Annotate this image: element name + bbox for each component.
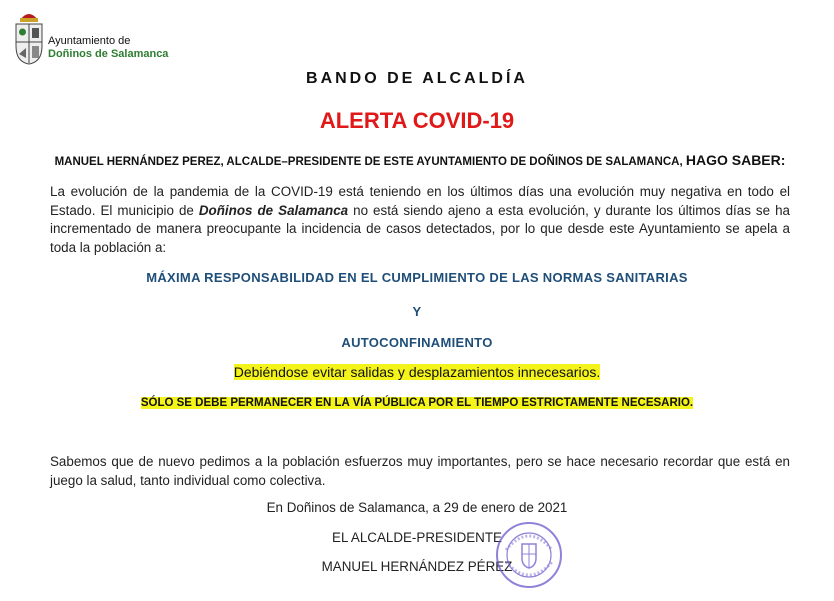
avoid-travel-text: Debiéndose evitar salidas y desplazamientos innecesarios.: [233, 364, 601, 380]
avoid-travel-line: [0, 364, 834, 380]
public-road-text: SÓLO SE DEBE PERMANECER EN LA VÍA PÚBLICA POR EL TIEMPO ESTRICTAMENTE NECESARIO.: [140, 397, 694, 409]
paragraph-1-part-c: no está siendo ajeno a esta evolución, y durante los últimos días se ha incrementado de manera preocupante la incidencia de casos detectados, por lo que desde este Ayuntamiento se apela a toda la población a:: [50, 202, 790, 255]
org-line-1: Ayuntamiento de: [48, 35, 131, 47]
date-line: En Doñinos de Salamanca, a 29 de enero de 2021: [266, 500, 568, 515]
document-title: BANDO DE ALCALDÍA: [306, 70, 528, 87]
public-road-line: [0, 397, 834, 409]
signer-name: MANUEL HERNÁNDEZ PÉREZ: [321, 559, 513, 574]
paragraph-2: Sabemos que de nuevo pedimos a la población esfuerzos muy importantes, pero se hace necesario recordar que está en juego la salud, tanto individual como colectiva.: [50, 454, 790, 488]
organization-name: [48, 35, 168, 61]
signer-title: EL ALCALDE-PRESIDENTE: [332, 530, 502, 545]
alert-heading: ALERTA COVID-19: [319, 108, 515, 133]
letterhead: [10, 6, 210, 66]
municipality-name: Doñinos de Salamanca: [198, 202, 349, 218]
paragraph-1: [50, 183, 790, 257]
hago-saber: HAGO SABER:: [685, 152, 786, 168]
official-seal-icon: [494, 520, 564, 590]
self-confinement-line: AUTOCONFINAMIENTO: [341, 335, 493, 350]
intro-line: [50, 152, 790, 168]
intro-text: MANUEL HERNÁNDEZ PEREZ, ALCALDE–PRESIDENTE DE ESTE AYUNTAMIENTO DE DOÑINOS DE SALAMANCA,: [54, 156, 683, 168]
paragraph-1-part-a: La evolución de la pandemia de la COVID-19 está teniendo en los últimos días una evolución muy negativa en todo el Estado. El municipio de: [50, 184, 790, 218]
responsibility-line: MÁXIMA RESPONSABILIDAD EN EL CUMPLIMIENTO DE LAS NORMAS SANITARIAS: [146, 270, 688, 285]
coat-of-arms-icon: [10, 6, 48, 66]
conjunction-line: Y: [412, 304, 422, 319]
org-line-2: Doñinos de Salamanca: [48, 48, 169, 60]
